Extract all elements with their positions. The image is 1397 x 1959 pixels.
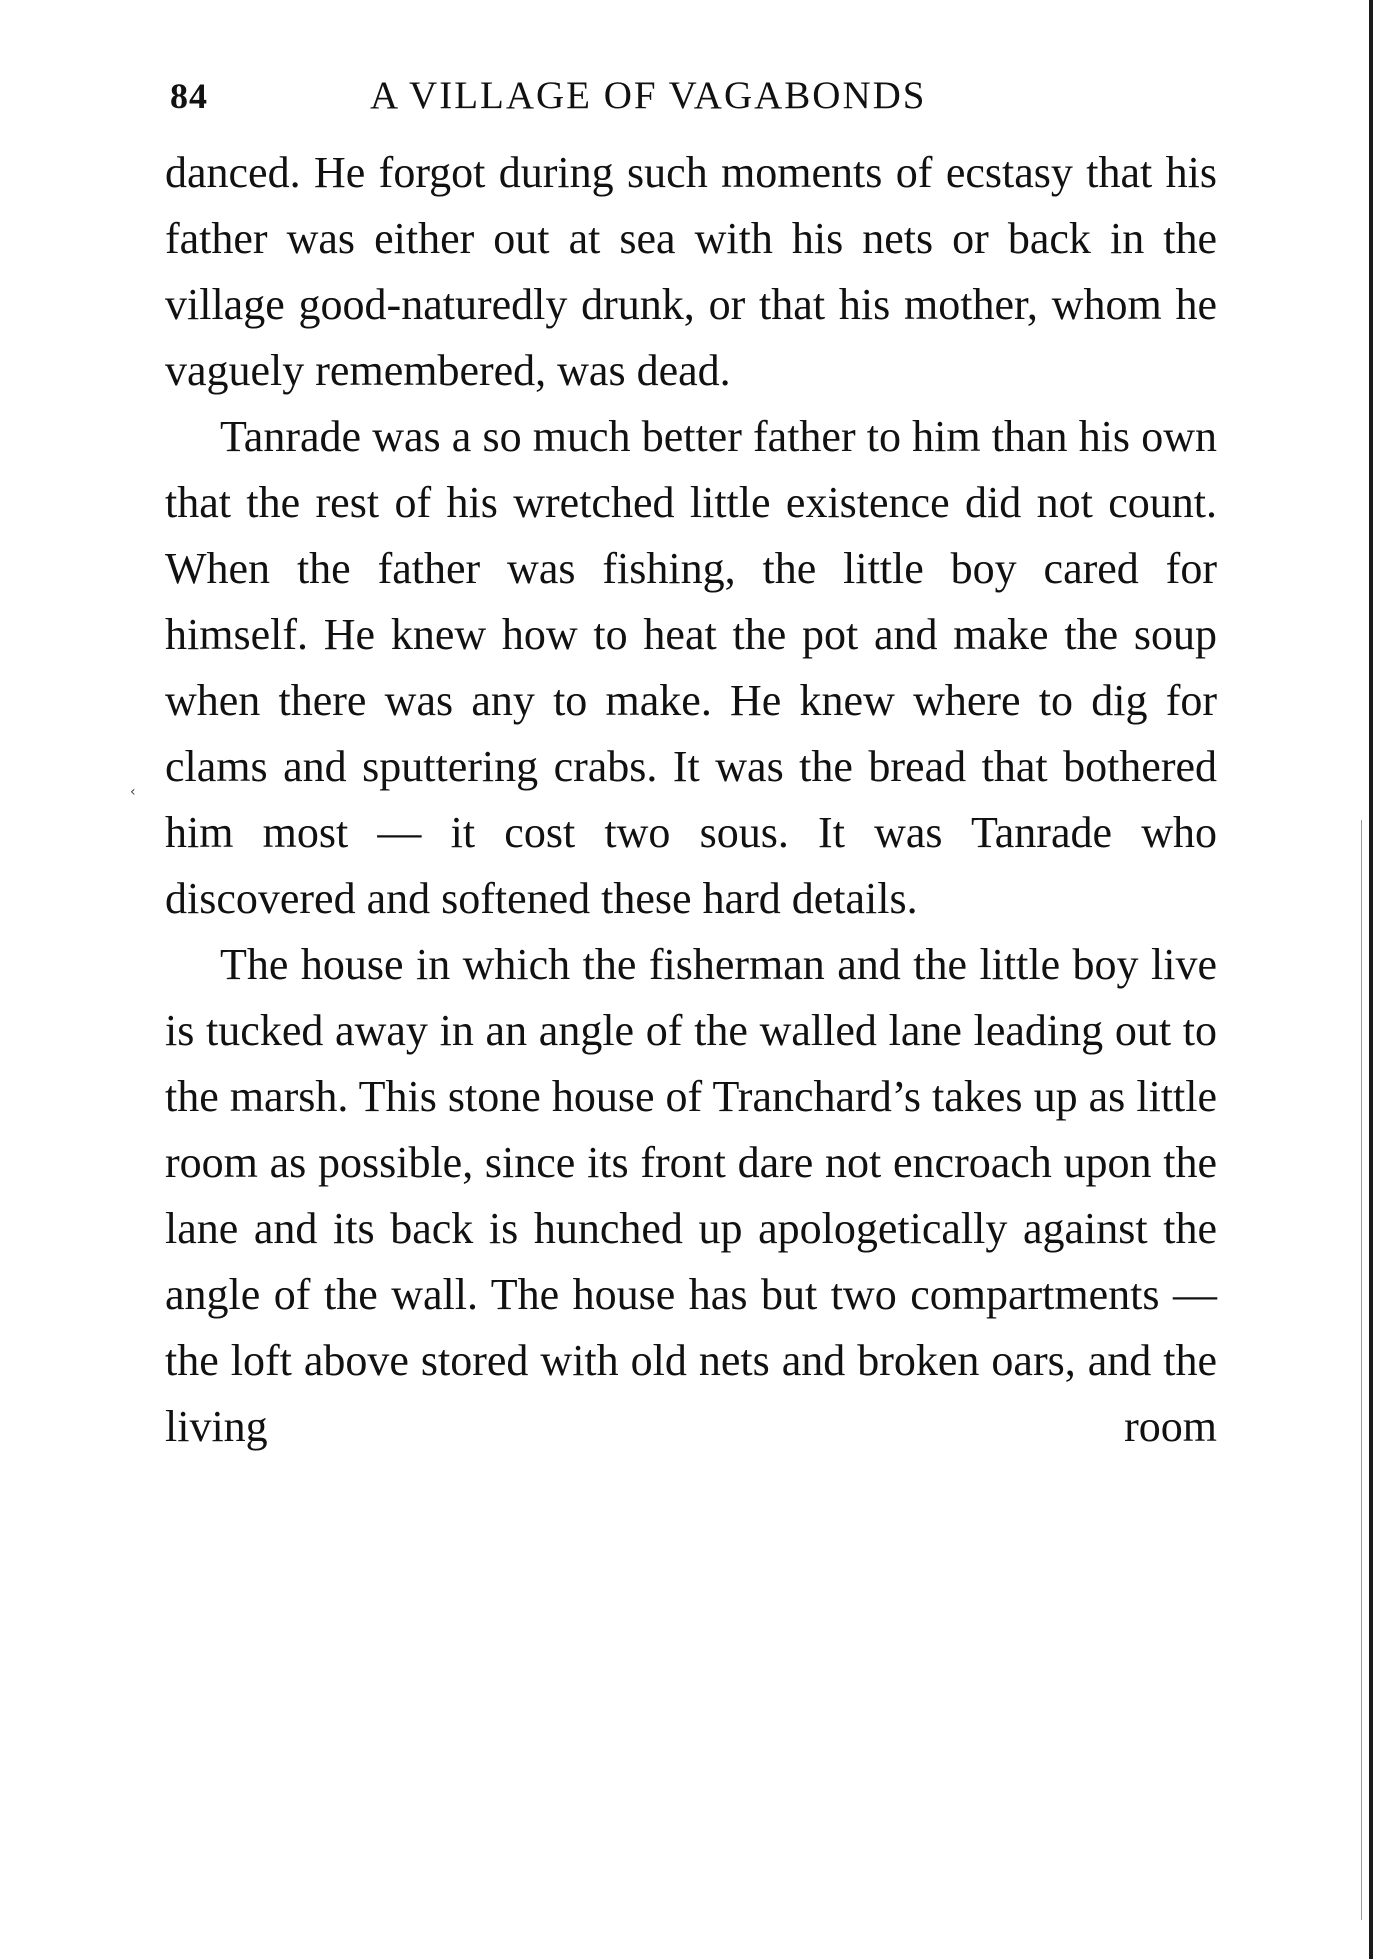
running-title: A VILLAGE OF VAGABONDS [370, 74, 927, 117]
page-edge-shadow [1369, 0, 1373, 1959]
body-text [165, 140, 1217, 1460]
running-header [170, 66, 1230, 126]
paragraph-continued: danced. He forgot during such moments of ecstasy that his father was either out at sea with his nets or back in the village good-naturedly drunk, or that his mother, whom he vaguely remembered, was dead. [165, 148, 1217, 395]
page-number: 84 [170, 76, 208, 116]
margin-speck: ‹ [130, 784, 136, 800]
page-edge-line [1361, 820, 1362, 1920]
paragraph-tanrade: Tanrade was a so much better father to him than his own that the rest of his wretched little existence did not count. When the father was fishing, the little boy cared for himself. He knew how to heat the pot and make the soup when there was any to make. He knew where to dig for clams and sputtering crabs. It was the bread that bothered him most — it cost two sous. It was Tanrade who discovered and softened these hard details. [165, 412, 1217, 923]
paragraph-house: The house in which the fisherman and the little boy live is tucked away in an angle of the walled lane leading out to the marsh. This stone house of Tranchard’s takes up as little room as possible, since its front dare not encroach upon the lane and its back is hunched up apologetically against the angle of the wall. The house has but two compartments — the loft above stored with old nets and broken oars, and the living room [165, 940, 1217, 1451]
